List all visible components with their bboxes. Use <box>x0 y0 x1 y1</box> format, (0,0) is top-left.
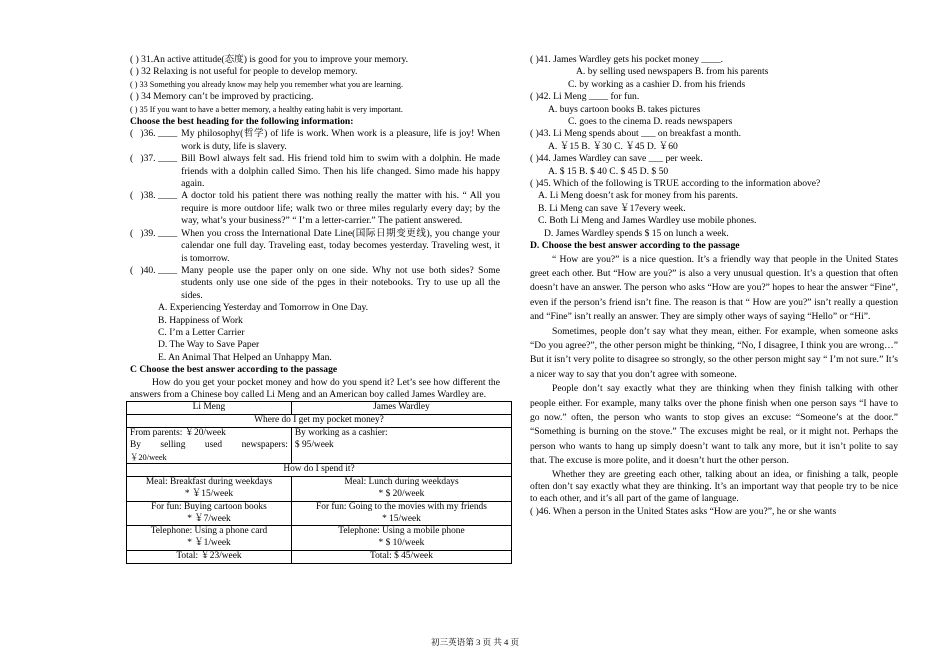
question-44: ( )44. James Wardley can save ___ per week. <box>530 153 703 165</box>
pocket-money-table <box>126 401 512 563</box>
li-get-parents: From parents: ￥20/week <box>130 427 226 438</box>
question-42-options-ab: A. buys cartoon books B. takes pictures <box>548 103 701 115</box>
table-total-james: Total: $ 45/week <box>291 550 511 563</box>
question-45-option-b: B. Li Meng can save ￥17every week. <box>538 202 686 214</box>
question-34: ( ) 34 Memory can’t be improved by practicing. <box>130 91 314 103</box>
question-37 <box>130 153 500 190</box>
li-get-newspapers: By selling used newspapers: <box>130 439 288 450</box>
question-31: ( ) 31.An active attitude(态度) is good for you to improve your memory. <box>130 54 409 65</box>
question-36-text: My philosophy(哲学) of life is work. When work is a pleasure, life is joy! When work is duty, life is slavery. <box>181 128 500 152</box>
heading-option-c: C. I’m a Letter Carrier <box>158 326 245 338</box>
james-phone-amount: * $ 10/week <box>378 538 425 549</box>
question-45-option-d: D. James Wardley spends $ 15 on lunch a week. <box>544 227 729 239</box>
table-row-get-heading: Where do I get my pocket money? <box>127 415 512 428</box>
question-41-options-cd: C. by working as a cashier D. from his friends <box>568 78 746 90</box>
table-cell-james-get <box>291 427 511 463</box>
question-42: ( )42. Li Meng ____ for fun. <box>530 91 640 103</box>
question-37-text: Bill Bowl always felt sad. His friend told him to swim with a dolphin. He made friends with a dolphin called Simo. Then his life changed. Simo made his happy again. <box>181 153 500 190</box>
table-cell-li-meal <box>127 477 292 502</box>
question-38-text: A doctor told his patient there was nothing really the matter with his. “ All you require is more outdoor life; walk two or three miles regularly every day; by the way, what’s your business?” “ I’m a letter-carrier.” The patient answered. <box>181 190 500 227</box>
li-get-newspapers-amount: ￥20/week <box>130 452 167 462</box>
question-39 <box>130 228 500 265</box>
table-cell-li-get <box>127 427 292 463</box>
question-39-text: When you cross the International Date Line(国际日期变更线), you change your calendar one full day. Traveling east, today becomes yesterday. Traveling west, it is tomorrow. <box>181 227 500 264</box>
james-phone: Telephone: Using a mobile phone <box>338 526 465 537</box>
james-meal: Meal: Lunch during weekdays <box>344 477 459 488</box>
passage-paragraph-3: People don’t say exactly what they are thinking when they finish talking with other people either. For example, many talks over the phone finish when one person says “I have to go now.” often, the person who wants to stop gives an excuse: “Someone’s at the door.” “Something is burning on the stove.” The excuses might be real, or it might not. Perhaps the person who wants to hang up simply doesn’t want to talk any more, but it isn’t polite to say that. The excuse is more polite, and it doesn’t hurt the other person. <box>530 383 898 467</box>
question-42-options-cd: C. goes to the cinema D. reads newspapers <box>568 116 733 128</box>
question-45-option-c: C. Both Li Meng and James Wardley use mobile phones. <box>538 215 757 227</box>
question-33: ( ) 33 Something you already know may help you remember what you are learning. <box>130 79 404 89</box>
li-phone-amount: * ￥1/week <box>187 538 231 549</box>
table-cell-james-meal <box>291 477 511 502</box>
passage-paragraph-4: Whether they are greeting each other, talking about an idea, or finishing a talk, people often don’t say exactly what they are thinking. It’s an important way that people try to be nice to each other, and it’s all part of the game of language. <box>530 468 898 505</box>
question-44-options: A. $ 15 B. $ 40 C. $ 45 D. $ 50 <box>548 165 669 177</box>
li-meal-amount: * ￥15/week <box>184 488 234 499</box>
li-phone: Telephone: Using a phone card <box>150 526 268 537</box>
james-get-amount: $ 95/week <box>294 439 334 450</box>
li-fun: For fun: Buying cartoon books <box>151 501 267 512</box>
question-43-options: A. ￥15 B. ￥30 C. ￥45 D. ￥60 <box>548 140 678 152</box>
question-45-option-a: A. Li Meng doesn’t ask for money from his parents. <box>538 190 738 202</box>
james-fun-amount: * 15/week <box>382 513 421 524</box>
table-cell-li-fun <box>127 501 292 526</box>
james-get-cashier: By working as a cashier: <box>294 427 388 438</box>
question-41: ( )41. James Wardley gets his pocket money ____. <box>530 54 724 65</box>
table-header-james: James Wardley <box>291 402 511 415</box>
section-b-heading: Choose the best heading for the following information: <box>130 116 354 128</box>
table-row-spend-heading: How do I spend it? <box>127 464 512 477</box>
section-d-heading: D. Choose the best answer according to the passage <box>530 240 740 252</box>
li-fun-amount: * ￥7/week <box>187 513 231 524</box>
table-cell-james-fun <box>291 501 511 526</box>
question-32: ( ) 32 Relaxing is not useful for people to develop memory. <box>130 66 358 78</box>
heading-option-b: B. Happiness of Work <box>158 314 243 326</box>
question-40 <box>130 265 500 302</box>
question-37-label: ( )37. ____ <box>130 153 178 165</box>
left-column <box>130 54 500 564</box>
question-41-options-ab: A. by selling used newspapers B. from his parents <box>576 66 769 78</box>
heading-option-a: A. Experiencing Yesterday and Tomorrow in One Day. <box>158 302 369 314</box>
question-36-label: ( )36. ____ <box>130 128 178 140</box>
question-45: ( )45. Which of the following is TRUE according to the information above? <box>530 178 821 190</box>
table-header-li-meng: Li Meng <box>127 402 292 415</box>
heading-option-e: E. An Animal That Helped an Unhappy Man. <box>158 351 332 363</box>
li-meal: Meal: Breakfast during weekdays <box>145 477 273 488</box>
table-total-li: Total: ￥23/week <box>127 550 292 563</box>
section-c-heading: C Choose the best answer according to the passage <box>130 364 338 376</box>
passage-paragraph-2: Sometimes, people don’t say what they mean, either. For example, when someone asks “Do you agree?”, the other person might be thinking, “No, I disagree, I think you are wrong…” But it isn’t very polite to disagree so strongly, so the other person might say “ I’m not sure.” It’s a nicer way to say that you don’t agree with someone. <box>530 325 898 380</box>
question-38-label: ( )38. ____ <box>130 190 178 202</box>
table-cell-li-phone <box>127 526 292 551</box>
question-38 <box>130 190 500 227</box>
page-footer: 初三英语第 3 页 共 4 页 <box>430 637 520 647</box>
table-cell-james-phone <box>291 526 511 551</box>
question-35: ( ) 35 If you want to have a better memory, a healthy eating habit is very important. <box>130 104 403 114</box>
passage-paragraph-1: “ How are you?” is a nice question. It’s a friendly way that people in the United States greet each other. But “How are you?” is also a very unusual question. It’s a question that often doesn’t have an answer. The person who asks “How are you?” hopes to hear the answer “Fine”, even if the person’s friend isn’t fine. The reason is that “ How are you?” isn’t really a question and “Fine” isn’t really an answer. They are simply other ways of saying “Hello” or “Hi”. <box>530 253 898 323</box>
right-column <box>530 54 898 518</box>
question-39-label: ( )39. ____ <box>130 227 178 239</box>
question-40-text: Many people use the paper only on one side. Why not use both sides? Some students only use one side of the pges in their notebooks. Try to use up all the sides. <box>181 264 500 301</box>
question-43: ( )43. Li Meng spends about ___ on breakfast a month. <box>530 128 742 140</box>
question-40-label: ( )40. ____ <box>130 264 178 276</box>
heading-option-d: D. The Way to Save Paper <box>158 339 260 351</box>
question-46: ( )46. When a person in the United States asks “How are you?”, he or she wants <box>530 505 837 517</box>
james-fun: For fun: Going to the movies with my friends <box>316 501 487 512</box>
section-c-intro: How do you get your pocket money and how do you spend it? Let’s see how different the answers from a Chinese boy called Li Meng and an American boy called James Wardley are. <box>130 376 500 400</box>
question-36 <box>130 128 500 153</box>
james-meal-amount: * $ 20/week <box>378 488 425 499</box>
